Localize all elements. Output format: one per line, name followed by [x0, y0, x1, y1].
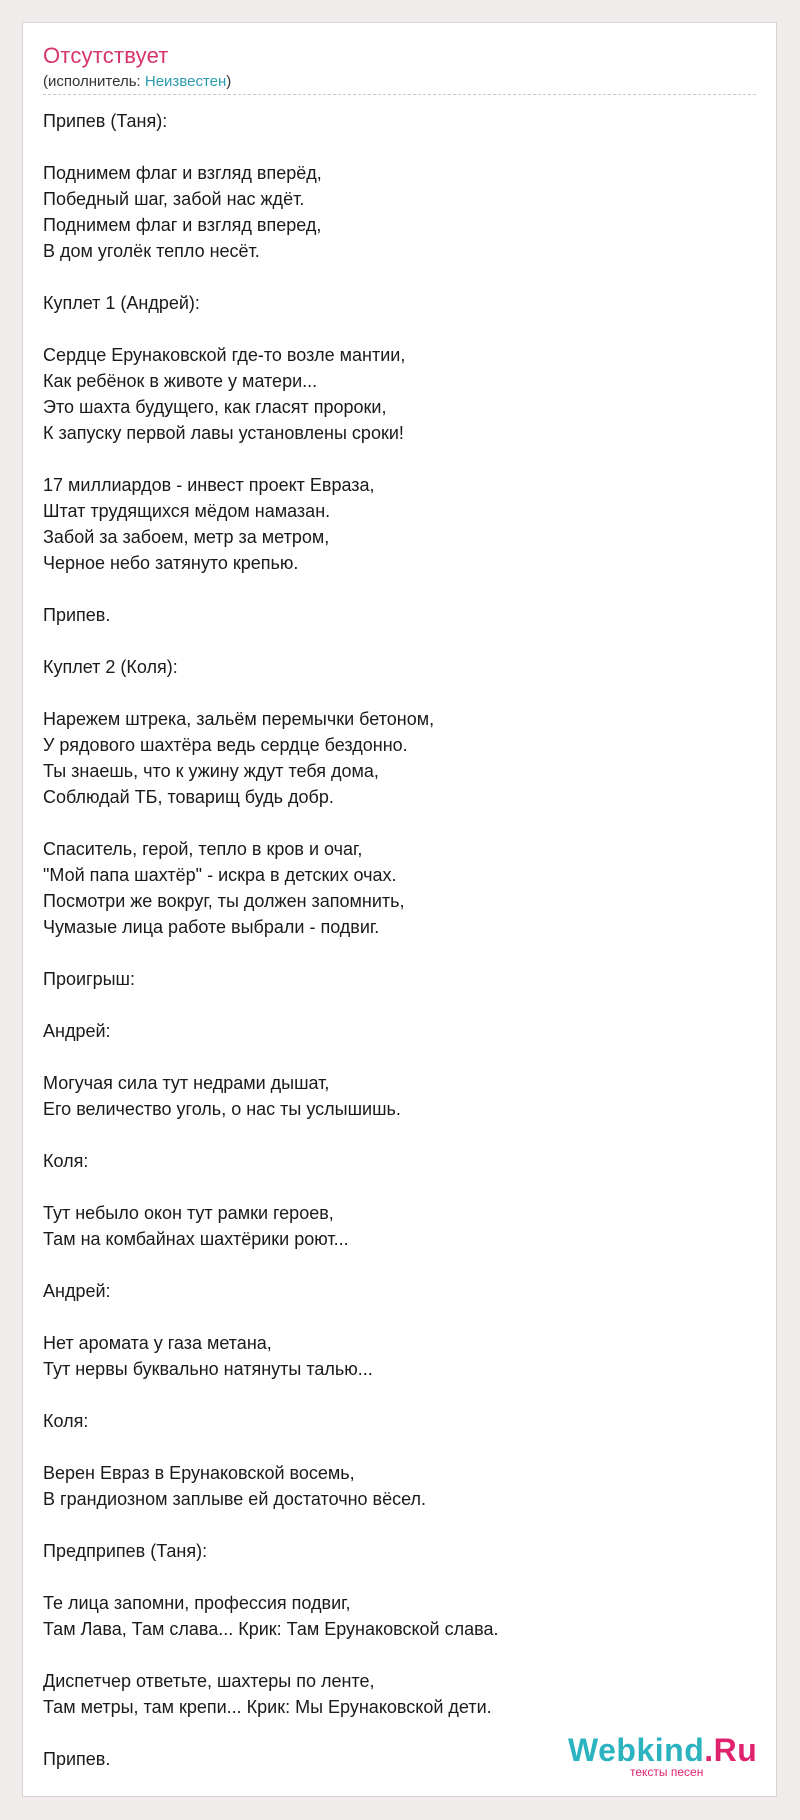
- lyric-line: Припев (Таня):: [43, 111, 168, 131]
- lyric-line: Могучая сила тут недрами дышат,: [43, 1073, 330, 1093]
- lyrics-text: [43, 108, 753, 1772]
- lyric-stanza: [43, 1538, 753, 1564]
- lyric-line: Куплет 1 (Андрей):: [43, 293, 200, 313]
- artist-suffix: ): [226, 73, 232, 90]
- lyric-stanza: [43, 1668, 753, 1720]
- lyric-line: Победный шаг, забой нас ждёт.: [43, 189, 305, 209]
- logo-name: Webkind: [568, 1732, 705, 1768]
- lyric-stanza: [43, 1200, 753, 1252]
- lyric-line: Нарежем штрека, зальём перемычки бетоном,: [43, 709, 435, 729]
- lyric-stanza: [43, 836, 753, 940]
- lyric-stanza: [43, 1330, 753, 1382]
- lyric-line: Как ребёнок в животе у матери...: [43, 371, 318, 391]
- lyric-line: Припев.: [43, 1749, 111, 1769]
- lyric-line: Там Лава, Там слава... Крик: Там Ерунаковской слава.: [43, 1619, 499, 1639]
- lyric-line: Сердце Ерунаковской где-то возле мантии,: [43, 345, 406, 365]
- lyric-line: Ты знаешь, что к ужину ждут тебя дома,: [43, 761, 379, 781]
- lyric-stanza: [43, 1460, 753, 1512]
- lyric-line: Куплет 2 (Коля):: [43, 657, 178, 677]
- lyric-stanza: [43, 342, 753, 446]
- lyric-line: Штат трудящихся мёдом намазан.: [43, 501, 331, 521]
- lyric-line: Коля:: [43, 1411, 89, 1431]
- lyric-stanza: [43, 472, 753, 576]
- artist-prefix: (исполнитель:: [43, 73, 145, 90]
- lyric-line: Поднимем флаг и взгляд вперёд,: [43, 163, 322, 183]
- lyric-line: Черное небо затянуто крепью.: [43, 553, 299, 573]
- song-title: Отсутствует: [43, 43, 169, 68]
- lyric-line: 17 миллиардов - инвест проект Евраза,: [43, 475, 375, 495]
- title-divider: [43, 94, 756, 95]
- lyric-line: Тут небыло окон тут рамки героев,: [43, 1203, 334, 1223]
- artist-link[interactable]: Неизвестен: [144, 73, 227, 90]
- lyric-stanza: [43, 602, 753, 628]
- lyric-line: Диспетчер ответьте, шахтеры по ленте,: [43, 1671, 375, 1691]
- logo-tagline: тексты песен: [630, 1765, 704, 1779]
- logo-tld: .Ru: [704, 1732, 758, 1768]
- lyric-line: Это шахта будущего, как гласят пророки,: [43, 397, 387, 417]
- lyric-line: Посмотри же вокруг, ты должен запомнить,: [43, 891, 405, 911]
- lyric-line: У рядового шахтёра ведь сердце бездонно.: [43, 735, 408, 755]
- lyric-stanza: [43, 1408, 753, 1434]
- lyric-line: Спаситель, герой, тепло в кров и очаг,: [43, 839, 363, 859]
- lyric-line: Проигрыш:: [43, 969, 135, 989]
- lyric-stanza: [43, 966, 753, 992]
- lyric-line: К запуску первой лавы установлены сроки!: [43, 423, 404, 443]
- lyric-line: Припев.: [43, 605, 111, 625]
- lyric-stanza: [43, 1278, 753, 1304]
- lyric-stanza: [43, 654, 753, 680]
- logo-wordmark: [568, 1732, 757, 1769]
- lyric-line: Забой за забоем, метр за метром,: [43, 527, 330, 547]
- webkind-logo[interactable]: [568, 1732, 758, 1779]
- lyric-stanza: [43, 290, 753, 316]
- lyric-line: Те лица запомни, профессия подвиг,: [43, 1593, 351, 1613]
- lyric-line: Коля:: [43, 1151, 89, 1171]
- lyric-stanza: [43, 706, 753, 810]
- lyric-line: Предприпев (Таня):: [43, 1541, 208, 1561]
- lyric-line: Андрей:: [43, 1281, 111, 1301]
- lyric-stanza: [43, 160, 753, 264]
- lyric-line: Верен Евраз в Ерунаковской восемь,: [43, 1463, 355, 1483]
- lyric-stanza: [43, 1070, 753, 1122]
- lyric-line: В дом уголёк тепло несёт.: [43, 241, 260, 261]
- lyric-line: Соблюдай ТБ, товарищ будь добр.: [43, 787, 334, 807]
- lyric-stanza: [43, 1590, 753, 1642]
- lyric-line: Нет аромата у газа метана,: [43, 1333, 272, 1353]
- lyric-line: Его величество уголь, о нас ты услышишь.: [43, 1099, 401, 1119]
- lyric-line: "Мой папа шахтёр" - искра в детских очах.: [43, 865, 397, 885]
- lyric-stanza: [43, 1018, 753, 1044]
- artist-line: [43, 73, 231, 90]
- lyrics-card: [22, 22, 777, 1797]
- lyric-stanza: [43, 1148, 753, 1174]
- lyric-line: Андрей:: [43, 1021, 111, 1041]
- lyric-line: Чумазые лица работе выбрали - подвиг.: [43, 917, 380, 937]
- lyric-stanza: [43, 108, 753, 134]
- lyric-line: Там метры, там крепи... Крик: Мы Ерунаковской дети.: [43, 1697, 492, 1717]
- lyric-line: Там на комбайнах шахтёрики роют...: [43, 1229, 349, 1249]
- lyric-line: В грандиозном заплыве ей достаточно вёсел.: [43, 1489, 427, 1509]
- lyric-line: Тут нервы буквально натянуты талью...: [43, 1359, 373, 1379]
- lyric-line: Поднимем флаг и взгляд вперед,: [43, 215, 322, 235]
